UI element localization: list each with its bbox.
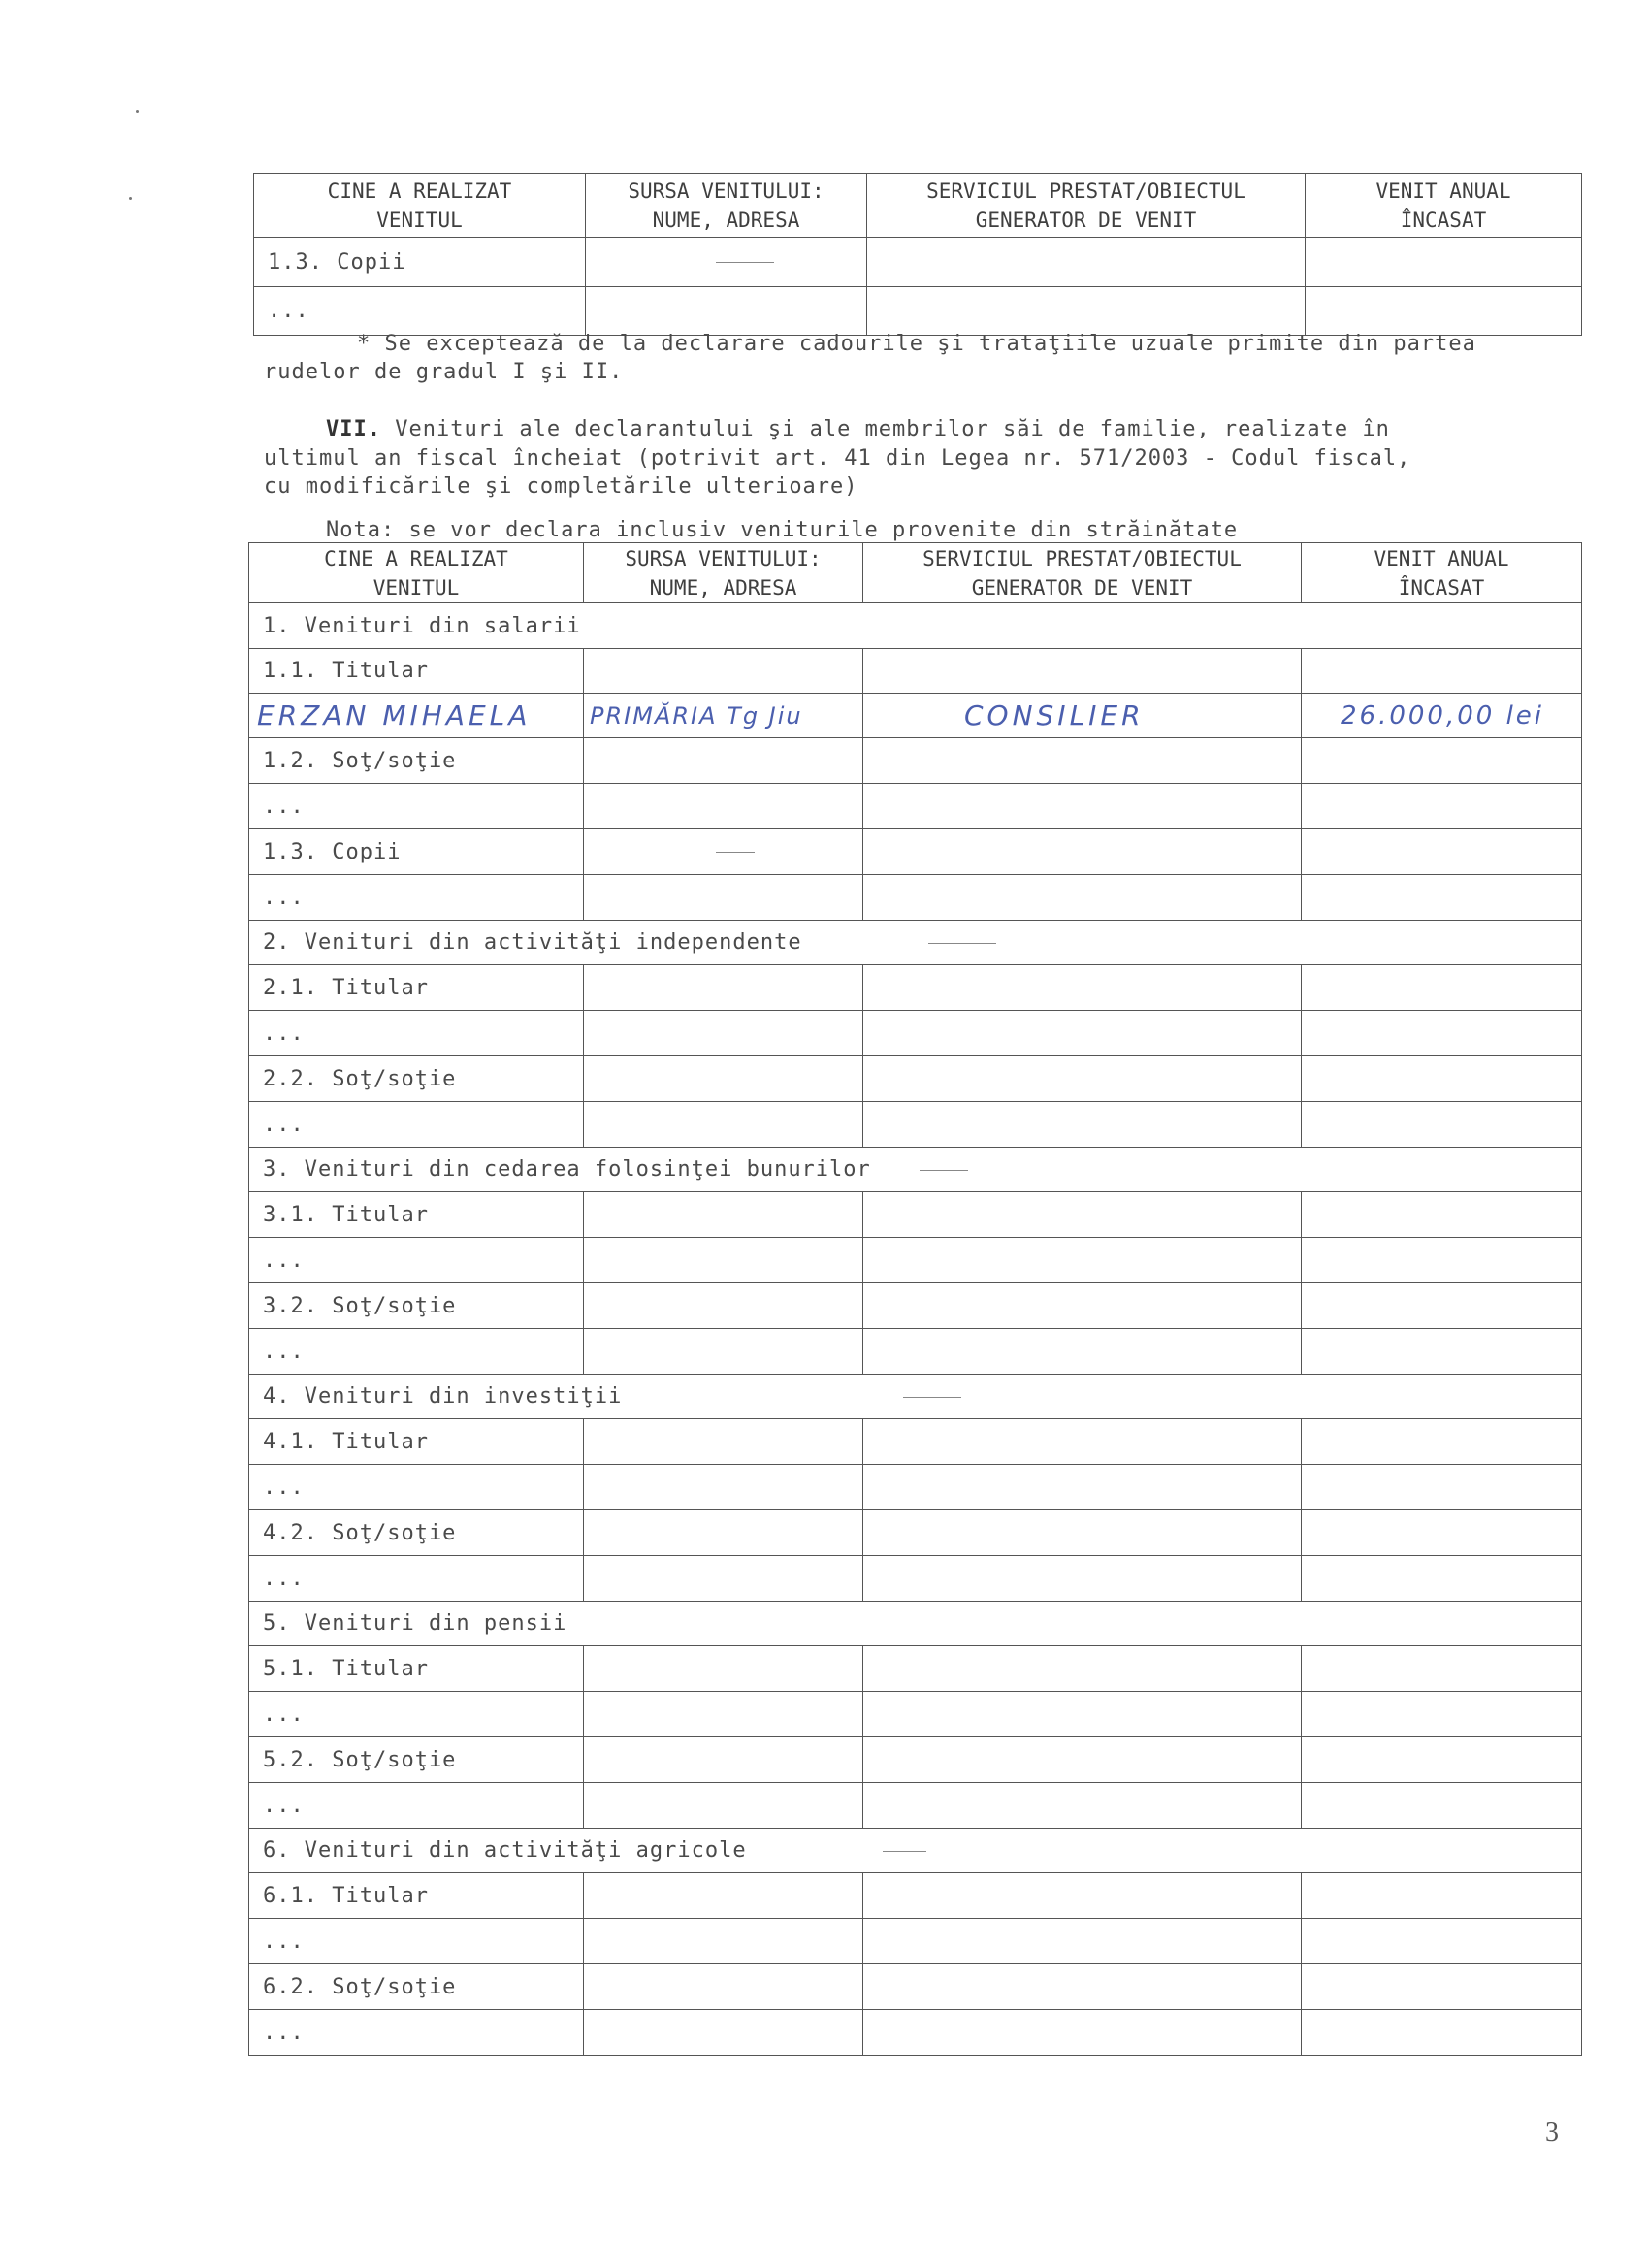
cell-empty xyxy=(584,1102,863,1148)
cell-empty xyxy=(1302,965,1582,1011)
handwritten-source: PRIMĂRIA Tg Jiu xyxy=(584,694,863,738)
cell-empty xyxy=(584,1556,863,1602)
cell-empty xyxy=(863,1919,1302,1964)
cell-empty xyxy=(584,1419,863,1465)
row-label: 6.1. Titular xyxy=(249,1873,584,1919)
cell-empty xyxy=(584,1011,863,1056)
cell-empty xyxy=(584,1192,863,1238)
cell-empty xyxy=(1302,1510,1582,1556)
cell-empty xyxy=(584,1783,863,1829)
row-label: ... xyxy=(249,2010,584,2056)
section-label: 3. Venituri din cedarea folosinţei bunurilor xyxy=(263,1157,871,1182)
cell-empty xyxy=(584,1238,863,1283)
row-label: 1.2. Soţ/soţie xyxy=(249,738,584,784)
section-vii-line3: cu modificările şi completările ulterioare) xyxy=(264,474,858,499)
cell-empty xyxy=(863,965,1302,1011)
row-label: 4.1. Titular xyxy=(249,1419,584,1465)
section-label: 2. Venituri din activităţi independente xyxy=(263,930,802,955)
cell-empty xyxy=(863,1056,1302,1102)
page-number: 3 xyxy=(1545,2118,1559,2148)
section-vii-number: VII. xyxy=(326,417,381,441)
cell-empty xyxy=(584,875,863,921)
cell-empty xyxy=(863,1737,1302,1783)
handwritten-dash xyxy=(883,1851,926,1852)
header-cine: CINE A REALIZAT VENITUL xyxy=(249,543,584,603)
section-label: 6. Venituri din activităţi agricole xyxy=(263,1838,747,1863)
section-label: 4. Venituri din investiţii xyxy=(263,1384,623,1409)
handwritten-name: ERZAN MIHAELA xyxy=(249,694,584,738)
cell-empty xyxy=(1302,1919,1582,1964)
cell-empty xyxy=(586,238,867,287)
cell-empty xyxy=(584,1510,863,1556)
section-vii-title: Venituri ale declarantului şi ale membrilor săi de familie, realizate în xyxy=(380,417,1390,441)
cell-empty xyxy=(584,1056,863,1102)
header-venit: VENIT ANUAL ÎNCASAT xyxy=(1302,543,1582,603)
cell-empty xyxy=(584,1692,863,1737)
cell-empty xyxy=(1306,287,1582,336)
row-label: ... xyxy=(249,1238,584,1283)
cell-empty xyxy=(863,1556,1302,1602)
cell-empty xyxy=(1302,1102,1582,1148)
cell-empty xyxy=(863,649,1302,694)
row-label: ... xyxy=(249,875,584,921)
cell-empty xyxy=(1302,2010,1582,2056)
cell-empty xyxy=(863,1783,1302,1829)
cell-empty xyxy=(584,738,863,784)
top-income-table xyxy=(253,173,1582,336)
handwritten-dash xyxy=(920,1170,968,1171)
gifts-note-line2: rudelor de gradul I şi II. xyxy=(264,360,624,384)
row-label: 5.2. Soţ/soţie xyxy=(249,1737,584,1783)
cell-empty xyxy=(584,1964,863,2010)
cell-empty xyxy=(1302,1783,1582,1829)
cell-empty xyxy=(1302,1192,1582,1238)
row-label: 4.2. Soţ/soţie xyxy=(249,1510,584,1556)
cell-empty xyxy=(1302,1238,1582,1283)
handwritten-dash xyxy=(928,943,996,944)
cell-empty xyxy=(1302,1873,1582,1919)
section-cedarea-folosintei xyxy=(249,1148,1582,1192)
row-label: ... xyxy=(249,1919,584,1964)
row-label: 2.1. Titular xyxy=(249,965,584,1011)
cell-empty xyxy=(584,1919,863,1964)
row-label: ... xyxy=(254,287,586,336)
cell-empty xyxy=(863,1283,1302,1329)
section-salarii: 1. Venituri din salarii xyxy=(249,603,1582,649)
cell-empty xyxy=(584,1646,863,1692)
row-label: 3.2. Soţ/soţie xyxy=(249,1283,584,1329)
cell-empty xyxy=(1302,784,1582,829)
cell-empty xyxy=(1302,1011,1582,1056)
cell-empty xyxy=(584,1465,863,1510)
section-pensii: 5. Venituri din pensii xyxy=(249,1602,1582,1646)
cell-empty xyxy=(863,1238,1302,1283)
row-label: ... xyxy=(249,1692,584,1737)
row-label: ... xyxy=(249,1556,584,1602)
cell-empty xyxy=(863,1692,1302,1737)
cell-empty xyxy=(1302,1556,1582,1602)
section-activitati-agricole xyxy=(249,1829,1582,1873)
section-vii-heading xyxy=(326,415,1390,444)
cell-empty xyxy=(1302,649,1582,694)
cell-empty xyxy=(584,649,863,694)
header-serviciul: SERVICIUL PRESTAT/OBIECTUL GENERATOR DE VENIT xyxy=(867,174,1306,238)
row-label: 1.3. Copii xyxy=(249,829,584,875)
cell-empty xyxy=(1302,1056,1582,1102)
cell-empty xyxy=(863,738,1302,784)
cell-empty xyxy=(1302,1465,1582,1510)
cell-empty xyxy=(584,1737,863,1783)
handwritten-dash xyxy=(716,852,755,853)
row-label: ... xyxy=(249,784,584,829)
row-label: 2.2. Soţ/soţie xyxy=(249,1056,584,1102)
row-label: ... xyxy=(249,1102,584,1148)
cell-empty xyxy=(863,1011,1302,1056)
cell-empty xyxy=(863,1419,1302,1465)
row-label: ... xyxy=(249,1329,584,1375)
cell-empty xyxy=(1302,1419,1582,1465)
cell-empty xyxy=(584,1329,863,1375)
main-income-table xyxy=(248,542,1582,2056)
cell-empty xyxy=(1302,738,1582,784)
cell-empty xyxy=(863,1964,1302,2010)
cell-empty xyxy=(863,784,1302,829)
cell-empty xyxy=(586,287,867,336)
header-cine: CINE A REALIZAT VENITUL xyxy=(254,174,586,238)
cell-empty xyxy=(863,2010,1302,2056)
cell-empty xyxy=(863,875,1302,921)
cell-empty xyxy=(863,1329,1302,1375)
cell-empty xyxy=(584,2010,863,2056)
cell-empty xyxy=(863,1192,1302,1238)
cell-empty xyxy=(867,287,1306,336)
section-investitii xyxy=(249,1375,1582,1419)
cell-empty xyxy=(584,829,863,875)
header-sursa: SURSA VENITULUI: NUME, ADRESA xyxy=(584,543,863,603)
row-label: ... xyxy=(249,1465,584,1510)
handwritten-dash xyxy=(716,262,774,263)
scan-speck xyxy=(136,110,139,113)
cell-empty xyxy=(1302,1964,1582,2010)
cell-empty xyxy=(584,1283,863,1329)
handwritten-dash xyxy=(903,1397,961,1398)
row-label: 3.1. Titular xyxy=(249,1192,584,1238)
header-venit: VENIT ANUAL ÎNCASAT xyxy=(1306,174,1582,238)
cell-empty xyxy=(1302,1737,1582,1783)
cell-empty xyxy=(584,1873,863,1919)
scan-speck xyxy=(129,197,132,200)
row-label: ... xyxy=(249,1011,584,1056)
cell-empty xyxy=(584,965,863,1011)
section-vii-line2: ultimul an fiscal încheiat (potrivit art. 41 din Legea nr. 571/2003 - Codul fiscal, xyxy=(264,446,1411,470)
cell-empty xyxy=(1302,875,1582,921)
cell-empty xyxy=(1302,1283,1582,1329)
row-label: 5.1. Titular xyxy=(249,1646,584,1692)
header-serviciul: SERVICIUL PRESTAT/OBIECTUL GENERATOR DE VENIT xyxy=(863,543,1302,603)
cell-empty xyxy=(863,1102,1302,1148)
cell-empty xyxy=(863,829,1302,875)
cell-empty xyxy=(1302,829,1582,875)
cell-empty xyxy=(584,784,863,829)
section-activitati-independente xyxy=(249,921,1582,965)
cell-empty xyxy=(1302,1646,1582,1692)
gifts-note-line1: * Se exceptează de la declarare cadourile şi trataţiile uzuale primite din partea xyxy=(357,332,1476,356)
cell-empty xyxy=(863,1873,1302,1919)
cell-empty xyxy=(1302,1692,1582,1737)
handwritten-service: CONSILIER xyxy=(863,694,1302,738)
row-label: ... xyxy=(249,1783,584,1829)
cell-empty xyxy=(867,238,1306,287)
cell-empty xyxy=(1302,1329,1582,1375)
header-sursa: SURSA VENITULUI: NUME, ADRESA xyxy=(586,174,867,238)
row-label: 1.1. Titular xyxy=(249,649,584,694)
cell-empty xyxy=(1306,238,1582,287)
cell-empty xyxy=(863,1465,1302,1510)
row-label: 1.3. Copii xyxy=(254,238,586,287)
row-label: 6.2. Soţ/soţie xyxy=(249,1964,584,2010)
cell-empty xyxy=(863,1510,1302,1556)
handwritten-income: 26.000,00 lei xyxy=(1302,694,1582,738)
cell-empty xyxy=(863,1646,1302,1692)
foreign-income-note: Nota: se vor declara inclusiv veniturile provenite din străinătate xyxy=(326,518,1239,542)
